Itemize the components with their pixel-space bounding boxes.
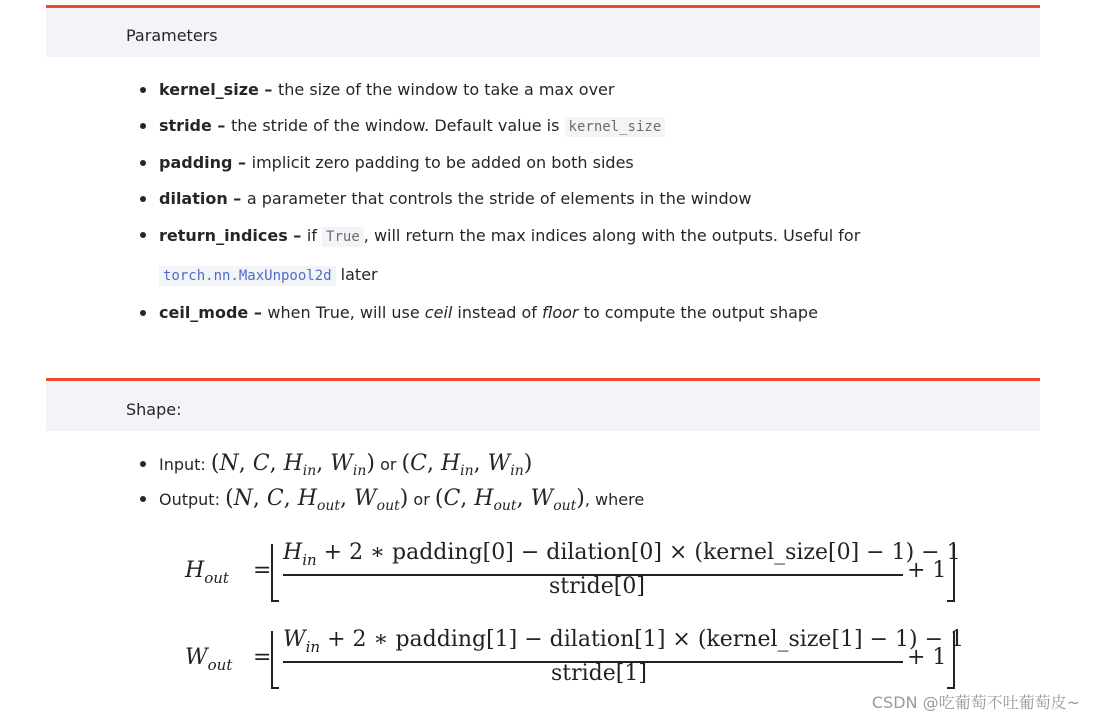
parameters-list (137, 72, 1037, 331)
shape-or-text: or (408, 490, 435, 509)
formula-plus-one: + 1 (907, 645, 947, 670)
param-sep: – (287, 226, 307, 245)
param-desc-before: when True, will use (267, 303, 425, 322)
param-desc: implicit zero padding to be added on both sides (251, 153, 634, 172)
param-em-floor: floor (542, 303, 579, 322)
formula-denominator: stride[0] (549, 574, 645, 599)
formula-equals: = (253, 558, 272, 583)
param-sep: – (258, 80, 278, 99)
param-desc: the size of the window to take a max over (278, 80, 615, 99)
shape-where-text: , where (584, 490, 645, 509)
param-desc-end: later (335, 265, 378, 284)
shape-header (46, 378, 1040, 431)
param-sep: – (248, 303, 268, 322)
floor-right-bracket (947, 631, 955, 689)
param-item-return-indices (137, 217, 1037, 295)
param-name: kernel_size (159, 80, 259, 99)
param-item-stride (137, 108, 1037, 145)
shape-output-math-4d: (N, C, $H_{out}$, $W_{out}$) (225, 486, 409, 514)
param-name: dilation (159, 189, 228, 208)
shape-or-text: or (375, 455, 402, 474)
param-desc-before: if (306, 226, 323, 245)
floor-left-bracket (271, 544, 279, 602)
param-code: True (322, 227, 364, 247)
param-name: return_indices (159, 226, 288, 245)
param-desc-after: to compute the output shape (578, 303, 818, 322)
shape-input-math-4d: (N, C, $H_{in}$, $W_{in}$) (210, 451, 375, 479)
maxunpool2d-link[interactable]: torch.nn.MaxUnpool2d (159, 266, 336, 286)
floor-right-bracket (947, 544, 955, 602)
formula-numerator: $H_{in} + 2$ ∗ padding[0] − dilation[0] × (kernel_size[0] − 1) − 1 (283, 540, 961, 569)
param-sep: – (227, 189, 247, 208)
shape-input-label: Input: (159, 455, 211, 474)
formula-lhs: $H_{out}$ (185, 558, 229, 587)
param-sep: – (232, 153, 252, 172)
param-name: ceil_mode (159, 303, 249, 322)
parameters-title: Parameters (126, 26, 218, 45)
parameters-header (46, 5, 1040, 57)
param-item-kernel-size (137, 72, 1037, 108)
floor-left-bracket (271, 631, 279, 689)
param-name: stride (159, 116, 212, 135)
formula-numerator: $W_{in} + 2$ ∗ padding[1] − dilation[1] × (kernel_size[1] − 1) − 1 (283, 627, 965, 656)
param-desc-after: , will return the max indices along with the outputs. Useful for (363, 226, 861, 245)
csdn-watermark: CSDN @吃葡萄不吐葡萄皮~ (871, 693, 1080, 712)
param-code: kernel_size (565, 117, 666, 137)
param-desc-mid: instead of (452, 303, 543, 322)
param-desc: a parameter that controls the stride of elements in the window (246, 189, 752, 208)
shape-output-math-3d: (C, $H_{out}$, $W_{out}$) (434, 486, 585, 514)
param-em-ceil: ceil (424, 303, 453, 322)
shape-output-item (137, 481, 644, 516)
formula-denominator: stride[1] (551, 661, 647, 686)
shape-input-math-3d: (C, $H_{in}$, $W_{in}$) (401, 451, 533, 479)
shape-list (137, 446, 644, 516)
param-item-ceil-mode (137, 295, 1037, 331)
shape-input-item (137, 446, 644, 481)
param-item-padding (137, 145, 1037, 181)
param-desc: the stride of the window. Default value is (231, 116, 565, 135)
shape-title: Shape: (126, 400, 182, 419)
formula-equals: = (253, 645, 272, 670)
formula-plus-one: + 1 (907, 558, 947, 583)
shape-output-label: Output: (159, 490, 226, 509)
param-name: padding (159, 153, 233, 172)
param-item-dilation (137, 181, 1037, 217)
formula-lhs: $W_{out}$ (185, 645, 233, 674)
param-sep: – (211, 116, 231, 135)
